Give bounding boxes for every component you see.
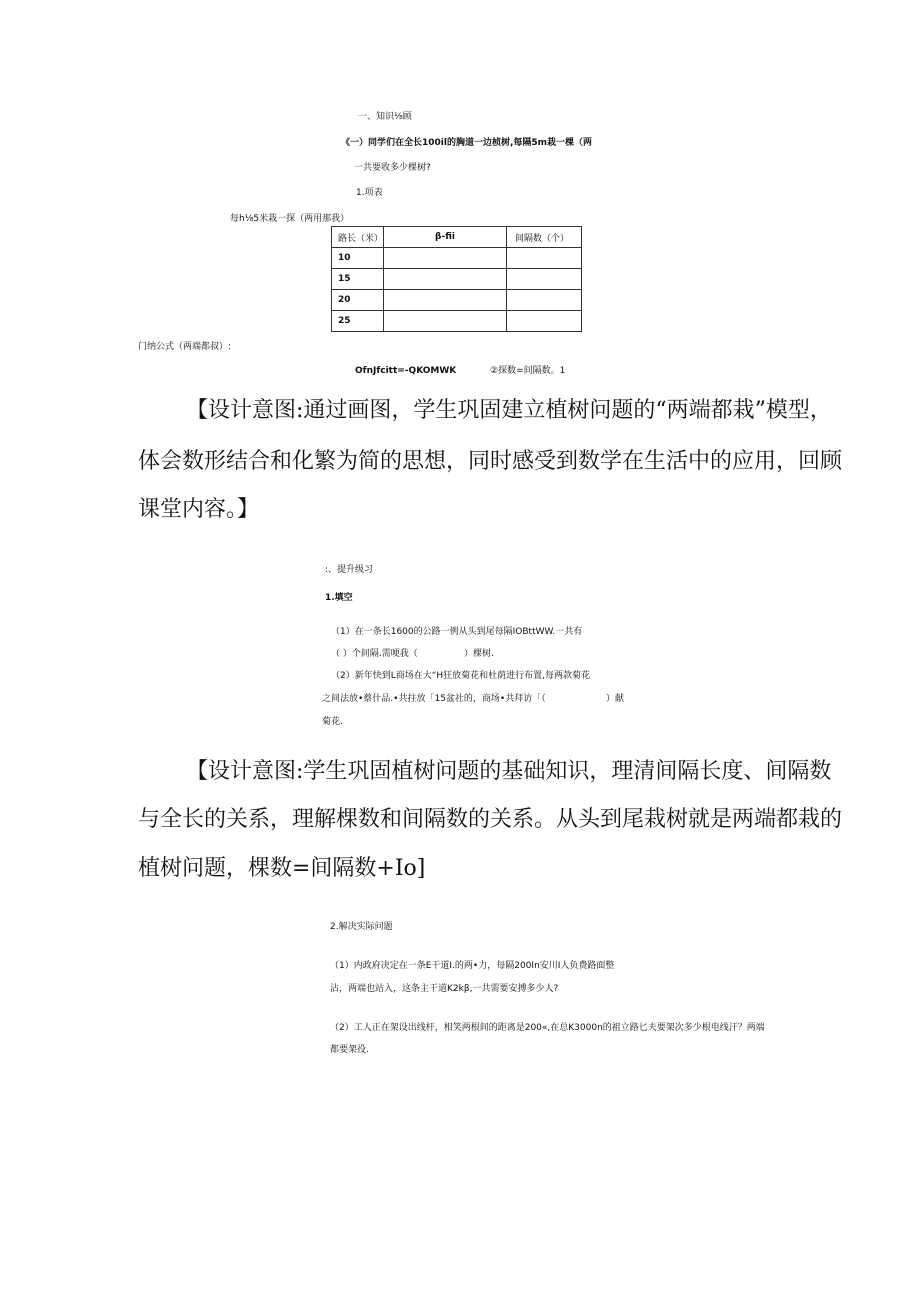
table-cell: 20 (332, 290, 384, 311)
table-cell: 25 (332, 311, 384, 332)
section3-q1-line2: 沾，两端也站入，这条主干道K2kβ,一共需要安搏多少人? (330, 984, 559, 994)
formula-right: ②探数=间隔数。1 (490, 366, 566, 376)
table-cell (507, 290, 582, 311)
table-cell (384, 311, 507, 332)
section2-heading: :、提升级习 (325, 565, 374, 575)
table-cell: 15 (332, 269, 384, 290)
table-cell: 10 (332, 248, 384, 269)
section3-q1-line1: （1）内政府决定在一条E干道I.的两•力，每隔200In安川I人负费路面整 (330, 961, 615, 971)
table-header-intervals: 间隔数（个） (507, 227, 582, 248)
design1-line1: 【设计意图:通过画图，学生巩固建立植树问题的“两端都栽”模型， (186, 398, 832, 423)
design1-line3: 课堂内容。】 (138, 497, 260, 522)
table-header-trees: β-fii (384, 227, 507, 248)
design1-line2: 体会数形结合和化繁为简的思想，同时感受到数学在生活中的应用，回顾 (138, 449, 843, 474)
section3-q2-line1: （2）工人正在架设出线杆，相笑两根间的距离是200«,在总K3000n的祖立路匕夫要架次多少根电线汗？两端 (330, 1023, 765, 1033)
design2-line2: 与全长的关系，理解棵数和间隔数的关系。从头到尾栽树就是两端都栽的 (138, 807, 843, 832)
section2-sub: 1.填空 (325, 593, 353, 603)
section2-q1-line2b: ）棵树. (464, 649, 494, 659)
design2-line3: 植树问题，棵数=间隔数+Io] (138, 856, 426, 881)
formula-left: OfnJfcitt=-QKOMWK (355, 366, 457, 376)
table-cell (384, 248, 507, 269)
table-header-row (332, 227, 582, 248)
table-row (332, 269, 582, 290)
section3-q2-line2: 都要架役. (330, 1045, 369, 1055)
table-row (332, 311, 582, 332)
table-caption: 每h⅛5米栽一探（两用那我） (230, 214, 350, 224)
section2-q2-line1: （2）新年快到L商场在大“H狂放菊花和杜荫进行布置,每两款菊花 (331, 671, 591, 681)
table-cell (384, 269, 507, 290)
table-row (332, 248, 582, 269)
section1-problem-line1: 《一）同学们在全长100il的胸道一边桢树,每隔5m栽一棵（两 (341, 138, 593, 148)
table-cell (384, 290, 507, 311)
section2-q2-line2b: ）献 (606, 694, 625, 704)
section1-heading: 一、知识⅛顾 (358, 112, 412, 122)
section1-problem-line2: 一共要收多少棵树? (354, 163, 431, 173)
table-header-length: 路长（米） (332, 227, 384, 248)
section2-q1-line2a: （ ）个间隔.需哽我（ (331, 649, 418, 659)
design2-line1: 【设计意图:学生巩固植树问题的基础知识，理清间隔长度、间隔数 (186, 759, 832, 784)
table-row (332, 290, 582, 311)
section2-q1-line1: （1）在一条长1600的公路一例从头到尾每隔IOBttWW.一共有 (331, 627, 583, 637)
table-cell (507, 269, 582, 290)
interval-table (331, 226, 582, 332)
section3-sub: 2.解决实际问题 (330, 922, 393, 932)
table-cell (507, 311, 582, 332)
table-cell (507, 248, 582, 269)
section2-q2-line2a: 之间法放•蔡什品.•共拄放「15盆社的，商场•共拜访「（ (322, 694, 546, 704)
section2-q2-line3: 菊花. (322, 717, 343, 727)
formula-label: 门纳公式（两端都叔）: (138, 342, 232, 352)
section1-sub: 1.项表 (356, 188, 383, 198)
